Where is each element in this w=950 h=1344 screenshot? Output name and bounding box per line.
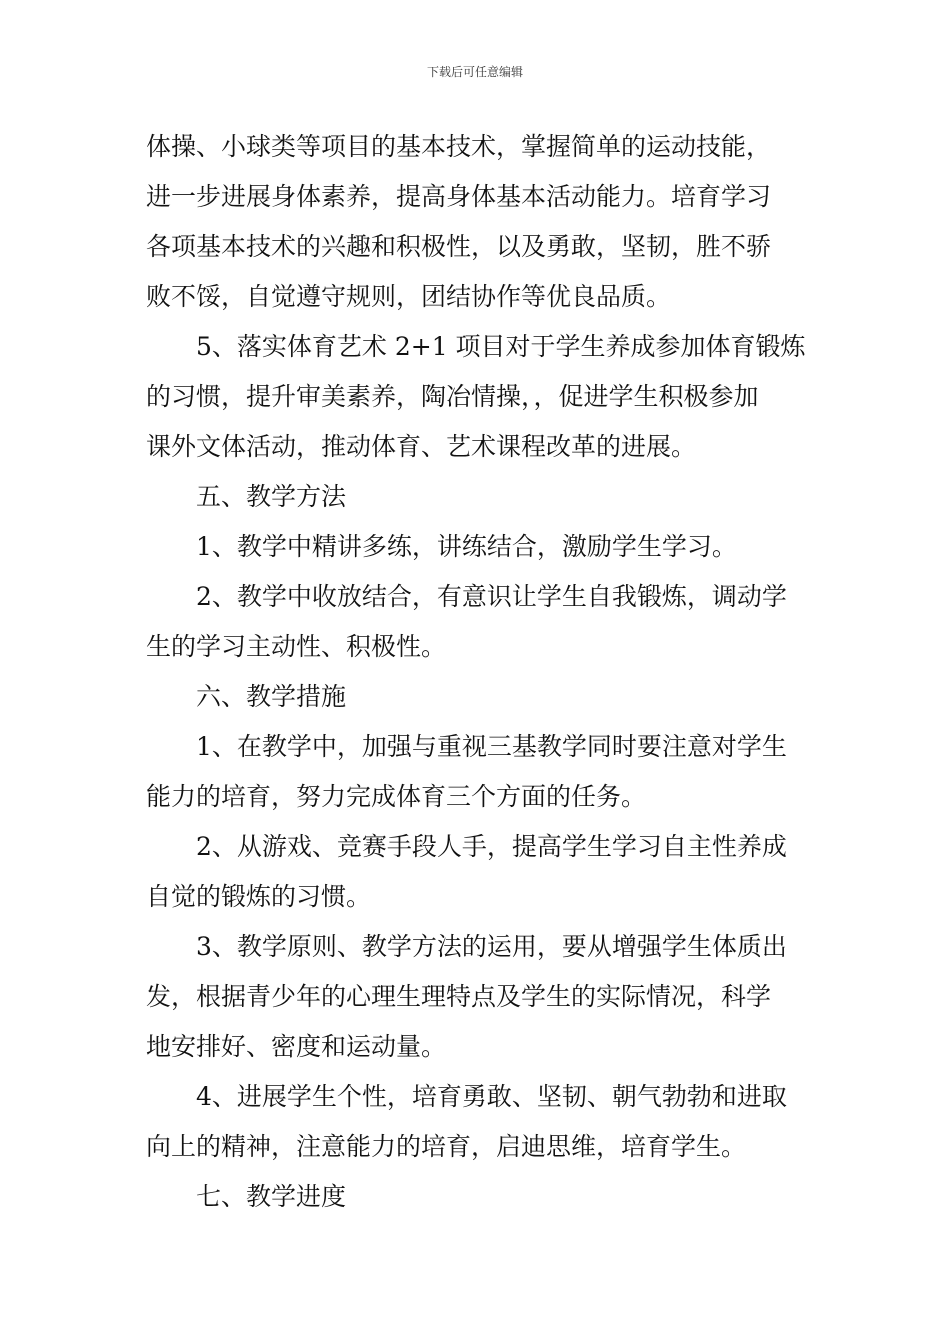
text-line: 2、从游戏、竞赛手段人手，提高学生学习自主性养成: [196, 832, 787, 861]
page-header: 下载后可任意编辑: [426, 65, 523, 79]
text-line: 败不馁，自觉遵守规则，团结协作等优良品质。: [146, 282, 672, 311]
text-line: 生的学习主动性、积极性。: [146, 632, 447, 661]
text-line: 向上的精神，注意能力的培育，启迪思维，培育学生。: [146, 1132, 747, 1161]
text-line: 1、在教学中，加强与重视三基教学同时要注意对学生: [196, 732, 787, 761]
text-line: 地安排好、密度和运动量。: [146, 1032, 447, 1061]
text-line: 发，根据青少年的心理生理特点及学生的实际情况，科学: [146, 982, 772, 1011]
text-line: 5、落实体育艺术 2+1 项目对于学生养成参加体育锻炼: [196, 332, 806, 361]
text-line: 进一步进展身体素养，提高身体基本活动能力。培育学习: [146, 182, 772, 211]
text-line: 4、进展学生个性，培育勇敢、坚韧、朝气勃勃和进取: [196, 1082, 787, 1111]
text-line: 的习惯，提升审美素养，陶冶情操，，促进学生积极参加: [146, 382, 759, 411]
text-line: 各项基本技术的兴趣和积极性，以及勇敢，坚韧，胜不骄: [146, 232, 772, 261]
text-line: 2、教学中收放结合，有意识让学生自我锻炼，调动学: [196, 582, 787, 611]
section-heading: 七、教学进度: [196, 1182, 347, 1211]
text-line: 自觉的锻炼的习惯。: [146, 882, 372, 911]
document-body: [146, 122, 814, 1222]
text-line: 3、教学原则、教学方法的运用，要从增强学生体质出: [196, 932, 787, 961]
text-line: 能力的培育，努力完成体育三个方面的任务。: [146, 782, 647, 811]
section-heading: 六、教学措施: [196, 682, 347, 711]
text-line: 体操、小球类等项目的基本技术，掌握简单的运动技能，: [146, 132, 772, 161]
text-line: 1、教学中精讲多练，讲练结合，激励学生学习。: [196, 532, 737, 561]
text-line: 课外文体活动，推动体育、艺术课程改革的进展。: [146, 432, 697, 461]
section-heading: 五、教学方法: [196, 482, 347, 511]
